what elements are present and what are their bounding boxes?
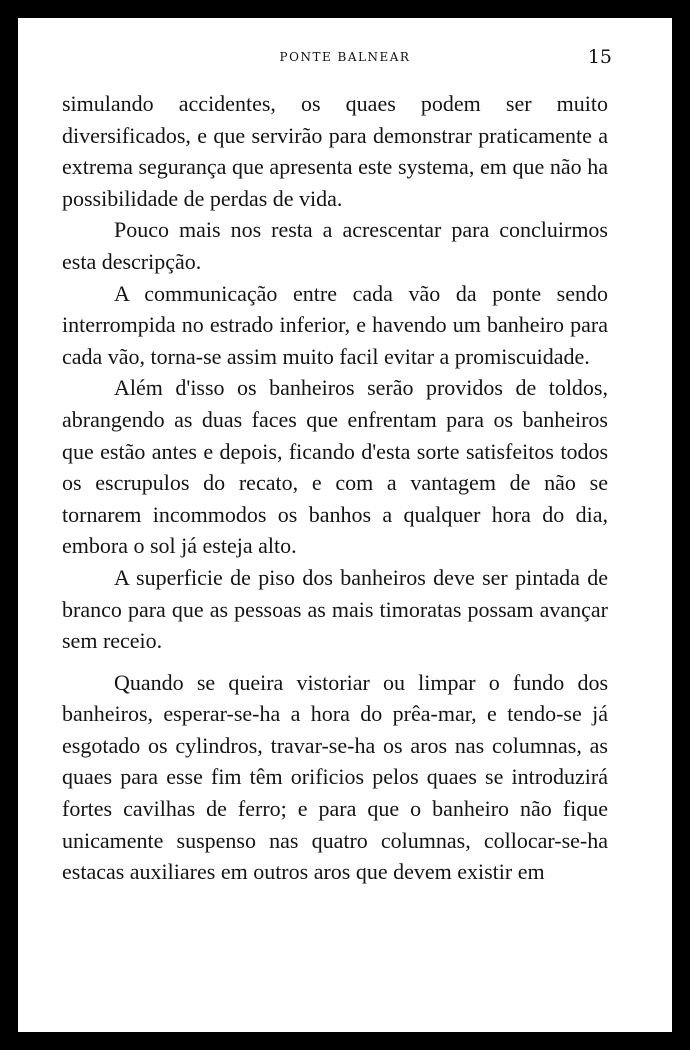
page-header <box>18 46 672 70</box>
running-title: PONTE BALNEAR <box>279 50 411 64</box>
page-number: 15 <box>587 46 612 68</box>
body-text <box>62 88 608 888</box>
paragraph: simulando accidentes, os quaes podem ser muito diversificados, e que servirão para demonstrar praticamente a extrema segurança que apresenta este systema, em que não ha possibilidade de perdas de vida. <box>62 91 608 211</box>
paragraph: A superficie de piso dos banheiros deve ser pintada de branco para que as pessoas as mais timoratas possam avançar sem receio. <box>62 564 608 654</box>
book-page <box>18 18 672 1032</box>
paragraph: A communicação entre cada vão da ponte sendo interrompida no estrado inferior, e havendo um banheiro para cada vão, torna-se assim muito facil evitar a promiscuidade. <box>62 280 608 369</box>
paragraph: Além d'isso os banheiros serão providos de toldos, abrangendo as duas faces que enfrentam para os banheiros que estão antes e depois, ficando d'esta sorte satisfeitos todos os escrupulos do recato, e com a vantagem de não se tornarem incommodos os banhos a qualquer hora do dia, embora o sol já esteja alto. <box>62 375 608 559</box>
paragraph: Pouco mais nos resta a acrescentar para concluirmos esta descripção. <box>62 217 608 274</box>
paragraph: Quando se queira vistoriar ou limpar o fundo dos banheiros, esperar-se-ha a hora do prêa-mar, e tendo-se já esgotado os cylindros, travar-se-ha os aros nas columnas, as quaes para esse fim têm orificios pelos quaes se introduzirá fortes cavilhas de ferro; e para que o banheiro não fique unicamente suspenso nas quatro columnas, collocar-se-ha estacas auxiliares em outros aros que devem existir em <box>62 669 608 885</box>
